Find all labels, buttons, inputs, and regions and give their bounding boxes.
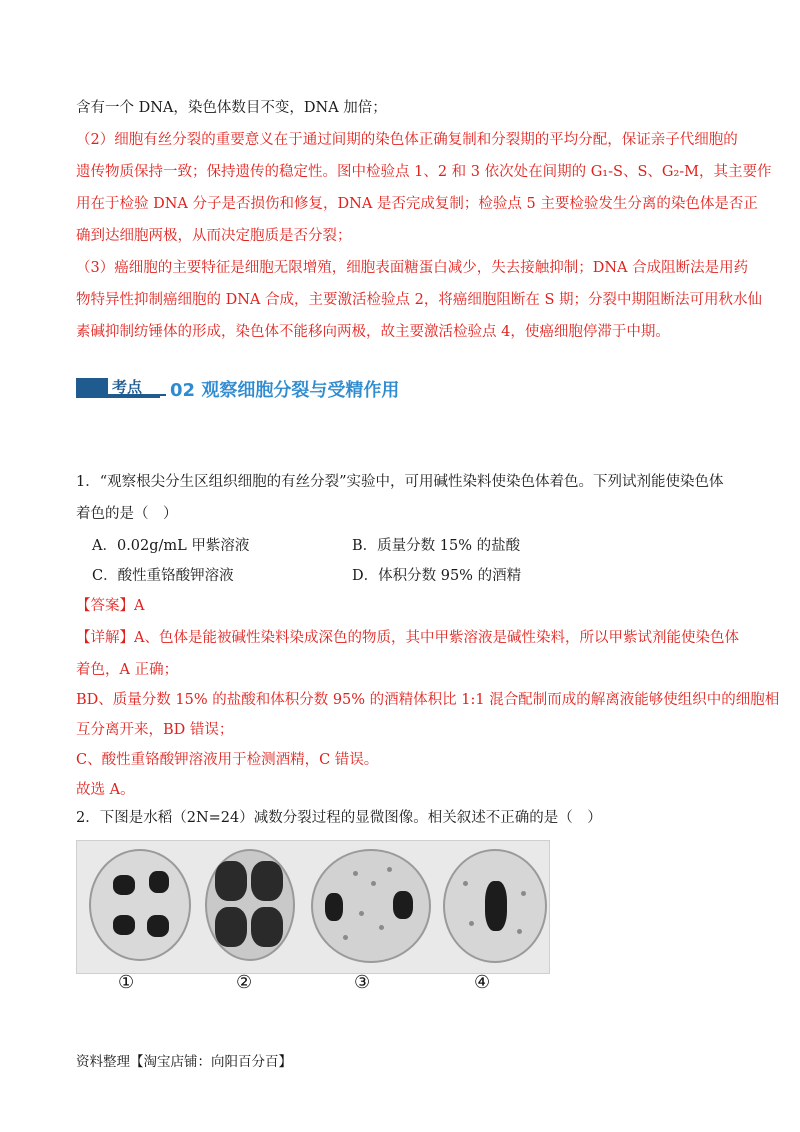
q2-stem: 2．下图是水稻（2N=24）减数分裂过程的显微图像。相关叙述不正确的是（ ） xyxy=(76,810,602,826)
micrograph-cell-2 xyxy=(205,849,295,961)
q1-detail-line-2: 着色，A 正确； xyxy=(76,662,179,678)
section-tag: 考点 xyxy=(106,376,166,396)
q1-detail-line-5: C、酸性重铬酸钾溶液用于检测酒精，C 错误。 xyxy=(76,752,379,768)
section-banner xyxy=(76,370,436,410)
micrograph-cell-3 xyxy=(311,849,431,963)
intro-line-8: 素碱抑制纺锤体的形成，染色体不能移向两极，故主要激活检验点 4，使癌细胞停滞于中期。 xyxy=(76,324,670,340)
figure-label-3: ③ xyxy=(354,972,371,993)
footer-note: 资料整理【淘宝店铺：向阳百分百】 xyxy=(76,1054,292,1070)
q1-stem-line-2: 着色的是（ ） xyxy=(76,506,178,522)
figure-label-4: ④ xyxy=(474,972,491,993)
figure-label-1: ① xyxy=(118,972,135,993)
q1-detail-line-3: BD、质量分数 15% 的盐酸和体积分数 95% 的酒精体积比 1:1 混合配制而成的解离液能够使组织中的细胞相 xyxy=(76,692,780,708)
q1-answer: 【答案】A xyxy=(76,598,145,614)
banner-underline xyxy=(76,396,160,398)
intro-line-7: 物特异性抑制癌细胞的 DNA 合成，主要激活检验点 2，将癌细胞阻断在 S 期；分裂中期阻断法可用秋水仙 xyxy=(76,292,762,308)
intro-line-2: （2）细胞有丝分裂的重要意义在于通过间期的染色体正确复制和分裂期的平均分配，保证亲子代细胞的 xyxy=(76,132,738,148)
q1-detail-line-1: 【详解】A、色体是能被碱性染料染成深色的物质，其中甲紫溶液是碱性染料，所以甲紫试剂能使染色体 xyxy=(76,630,739,646)
q1-detail-line-6: 故选 A。 xyxy=(76,782,135,798)
micrograph-cell-4 xyxy=(443,849,547,963)
q1-stem-line-1: 1．“观察根尖分生区组织细胞的有丝分裂”实验中，可用碱性染料使染色体着色。下列试剂能使染色体 xyxy=(76,474,724,490)
intro-line-5: 确到达细胞两极，从而决定胞质是否分裂； xyxy=(76,228,352,244)
section-title: 02 观察细胞分裂与受精作用 xyxy=(170,380,400,401)
intro-line-1: 含有一个 DNA，染色体数目不变，DNA 加倍； xyxy=(76,100,387,116)
q1-option-c: C．酸性重铬酸钾溶液 xyxy=(92,568,234,584)
q1-detail-line-4: 互分离开来，BD 错误； xyxy=(76,722,234,738)
banner-bar xyxy=(76,378,108,396)
intro-line-3: 遗传物质保持一致；保持遗传的稳定性。图中检验点 1、2 和 3 依次处在间期的 G₁-S、S、G₂-M，其主要作 xyxy=(76,164,772,180)
figure-label-2: ② xyxy=(236,972,253,993)
micrograph-cell-1 xyxy=(89,849,191,961)
meiosis-micrograph xyxy=(76,840,550,974)
q1-option-d: D．体积分数 95% 的酒精 xyxy=(352,568,522,584)
intro-line-6: （3）癌细胞的主要特征是细胞无限增殖，细胞表面糖蛋白减少，失去接触抑制；DNA 合成阻断法是用药 xyxy=(76,260,749,276)
q1-option-a: A．0.02g/mL 甲紫溶液 xyxy=(92,538,250,554)
q1-option-b: B．质量分数 15% 的盐酸 xyxy=(352,538,521,554)
intro-line-4: 用在于检验 DNA 分子是否损伤和修复，DNA 是否完成复制；检验点 5 主要检验发生分离的染色体是否正 xyxy=(76,196,758,212)
